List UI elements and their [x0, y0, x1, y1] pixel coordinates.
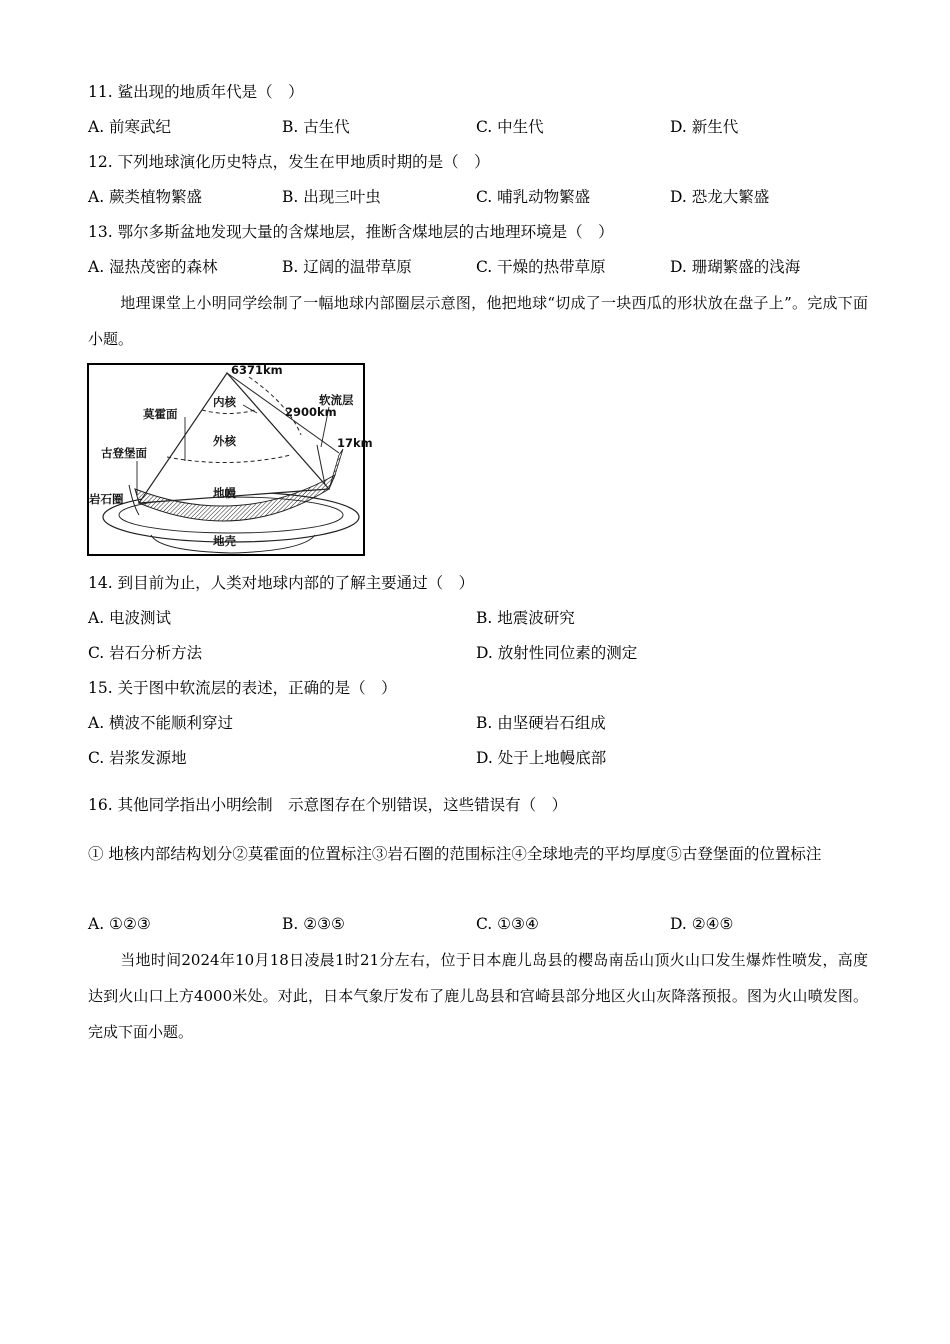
- q15-option-c[interactable]: C. 岩浆发源地: [88, 749, 187, 767]
- q11-stem: 11. 鲨出现的地质年代是（ ）: [88, 83, 304, 101]
- label-crust: 地壳: [213, 534, 236, 548]
- label-inner-core: 内核: [213, 395, 236, 409]
- q16-option-b[interactable]: B. ②③⑤: [282, 915, 345, 933]
- q12-option-c[interactable]: C. 哺乳动物繁盛: [476, 188, 591, 206]
- q11-option-b[interactable]: B. 古生代: [282, 118, 350, 136]
- q13-option-a[interactable]: A. 湿热茂密的森林: [88, 258, 218, 276]
- label-gutenberg: 古登堡面: [101, 446, 147, 460]
- label-2900km: 2900km: [285, 405, 337, 419]
- label-6371km: 6371km: [231, 363, 283, 377]
- q14-option-c[interactable]: C. 岩石分析方法: [88, 644, 203, 662]
- q11-option-c[interactable]: C. 中生代: [476, 118, 544, 136]
- q11-option-a[interactable]: A. 前寒武纪: [88, 118, 172, 136]
- q13-option-c[interactable]: C. 干燥的热带草原: [476, 258, 606, 276]
- intro2-text: 当地时间2024年10月18日凌晨1时21分左右，位于日本鹿儿岛县的樱岛南岳山顶火山口发生爆炸性喷发，高度达到火山口上方4000米处。对此，日本气象厅发布了鹿儿岛县和宫崎县部分地区火山灰降落预报。图为火山喷发图。完成下面小题。: [88, 951, 868, 1041]
- q16-option-d[interactable]: D. ②④⑤: [670, 915, 734, 933]
- q14-stem: 14. 到目前为止，人类对地球内部的了解主要通过（ ）: [88, 574, 475, 592]
- label-outer-core: 外核: [213, 434, 236, 448]
- label-moho: 莫霍面: [143, 407, 178, 421]
- q13-option-b[interactable]: B. 辽阔的温带草原: [282, 258, 412, 276]
- label-17km: 17km: [337, 436, 373, 450]
- q16-option-c[interactable]: C. ①③④: [476, 915, 539, 933]
- q15-option-a[interactable]: A. 横波不能顺利穿过: [88, 714, 234, 732]
- q12-option-b[interactable]: B. 出现三叶虫: [282, 188, 381, 206]
- q14-option-d[interactable]: D. 放射性同位素的测定: [476, 644, 638, 662]
- q15-option-d[interactable]: D. 处于上地幔底部: [476, 749, 607, 767]
- q16-statements: ① 地核内部结构划分②莫霍面的位置标注③岩石圈的范围标注④全球地壳的平均厚度⑤古登堡面的位置标注: [88, 845, 822, 863]
- earth-interior-figure: [87, 363, 373, 556]
- q16-stem: 16. 其他同学指出小明绘制 示意图存在个别错误，这些错误有（ ）: [88, 796, 568, 814]
- q11-option-d[interactable]: D. 新生代: [670, 118, 739, 136]
- q15-option-b[interactable]: B. 由坚硬岩石组成: [476, 714, 606, 732]
- intro-paragraph-volcano: [88, 942, 868, 1050]
- label-mantle: 地幔: [213, 486, 236, 500]
- intro-paragraph-earth-structure: [88, 285, 868, 357]
- q13-option-d[interactable]: D. 珊瑚繁盛的浅海: [670, 258, 801, 276]
- q14-option-a[interactable]: A. 电波测试: [88, 609, 172, 627]
- label-asthenosphere: 软流层: [319, 393, 354, 407]
- q14-option-b[interactable]: B. 地震波研究: [476, 609, 575, 627]
- label-lithosphere: 岩石圈: [89, 492, 124, 506]
- earth-interior-diagram: [89, 363, 373, 554]
- q12-stem: 12. 下列地球演化历史特点，发生在甲地质时期的是（ ）: [88, 153, 490, 171]
- q13-stem: 13. 鄂尔多斯盆地发现大量的含煤地层，推断含煤地层的古地理环境是（ ）: [88, 223, 614, 241]
- intro-text: 地理课堂上小明同学绘制了一幅地球内部圈层示意图，他把地球“切成了一块西瓜的形状放在盘子上”。完成下面小题。: [88, 294, 868, 348]
- q12-option-d[interactable]: D. 恐龙大繁盛: [670, 188, 770, 206]
- q16-option-a[interactable]: A. ①②③: [88, 915, 151, 933]
- q12-option-a[interactable]: A. 蕨类植物繁盛: [88, 188, 203, 206]
- crust-side: [329, 449, 343, 489]
- q15-stem: 15. 关于图中软流层的表述，正确的是（ ）: [88, 679, 397, 697]
